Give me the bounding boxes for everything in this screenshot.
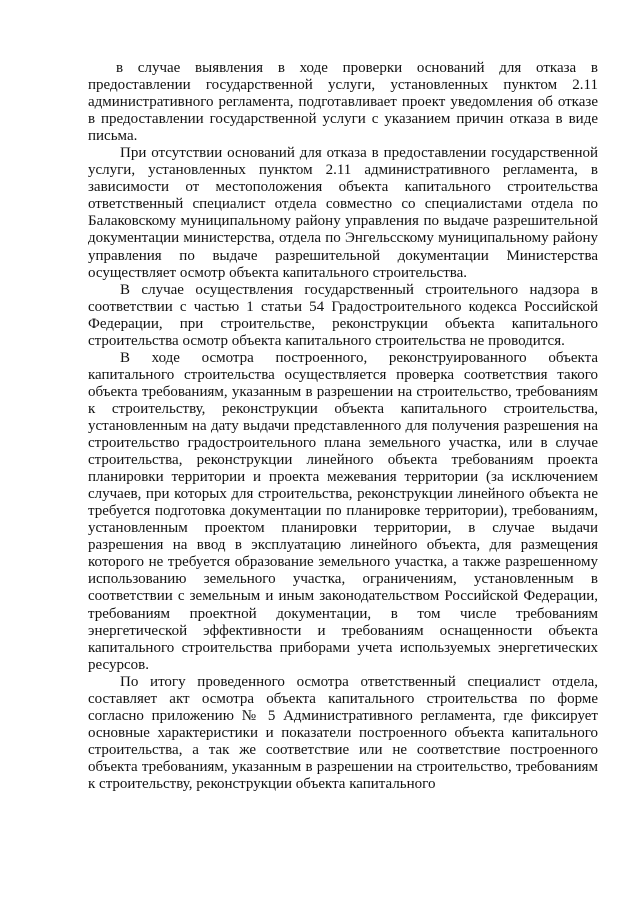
paragraph-inspection-conditions: При отсутствии оснований для отказа в предоставлении государственной услуги, установленных пунктом 2.11 административного регламента, в зависимости от местоположения объекта капитального строительства ответственный специалист отдела совместно со специалистами отдела по Балаковскому муниципальному району управления по выдаче разрешительной документации министерства, отдела по Энгельсскому муниципальному району управления по выдаче разрешительной документации Министерства осуществляет осмотр объекта капитального строительства. [88, 145, 598, 281]
document-page [88, 60, 598, 793]
paragraph-inspection-scope: В ходе осмотра построенного, реконструированного объекта капитального строительства осуществляется проверка соответствия такого объекта требованиям, указанным в разрешении на строительство, требованиям к строительству, реконструкции объекта капитального строительства, установленным на дату выдачи представленного для получения разрешения на строительство градостроительного плана земельного участка, или в случае строительства, реконструкции линейного объекта требованиям проекта планировки территории и проекта межевания территории (за исключением случаев, при которых для строительства, реконструкции линейного объекта не требуется подготовка документации по планировке территории), требованиям, установленным проектом планировки территории, в случае выдачи разрешения на ввод в эксплуатацию линейного объекта, для размещения которого не требуется образование земельного участка, а также разрешенному использованию земельного участка, ограничениям, установленным в соответствии с земельным и иным законодательством Российской Федерации, требованиям проектной документации, в том числе требованиям энергетической эффективности и требованиям оснащенности объекта капитального строительства приборами учета используемых энергетических ресурсов. [88, 349, 598, 673]
paragraph-inspection-act: По итогу проведенного осмотра ответственный специалист отдела, составляет акт осмотра объекта капитального строительства по форме согласно приложению № 5 Административного регламента, где фиксирует основные характеристики и показатели построенного объекта капитального строительства, а так же соответствие или не соответствие построенного объекта требованиям, указанным в разрешении на строительство, требованиям к строительству, реконструкции объекта капитального [88, 673, 598, 792]
paragraph-refusal-notice: в случае выявления в ходе проверки оснований для отказа в предоставлении государственной услуги, установленных пунктом 2.11 административного регламента, подготавливает проект уведомления об отказе в предоставлении государственной услуги с указанием причин отказа в виде письма. [88, 60, 598, 145]
paragraph-state-supervision: В случае осуществления государственный строительного надзора в соответствии с частью 1 статьи 54 Градостроительного кодекса Российской Федерации, при строительстве, реконструкции объекта капитального строительства осмотр объекта капитального строительства не проводится. [88, 281, 598, 349]
